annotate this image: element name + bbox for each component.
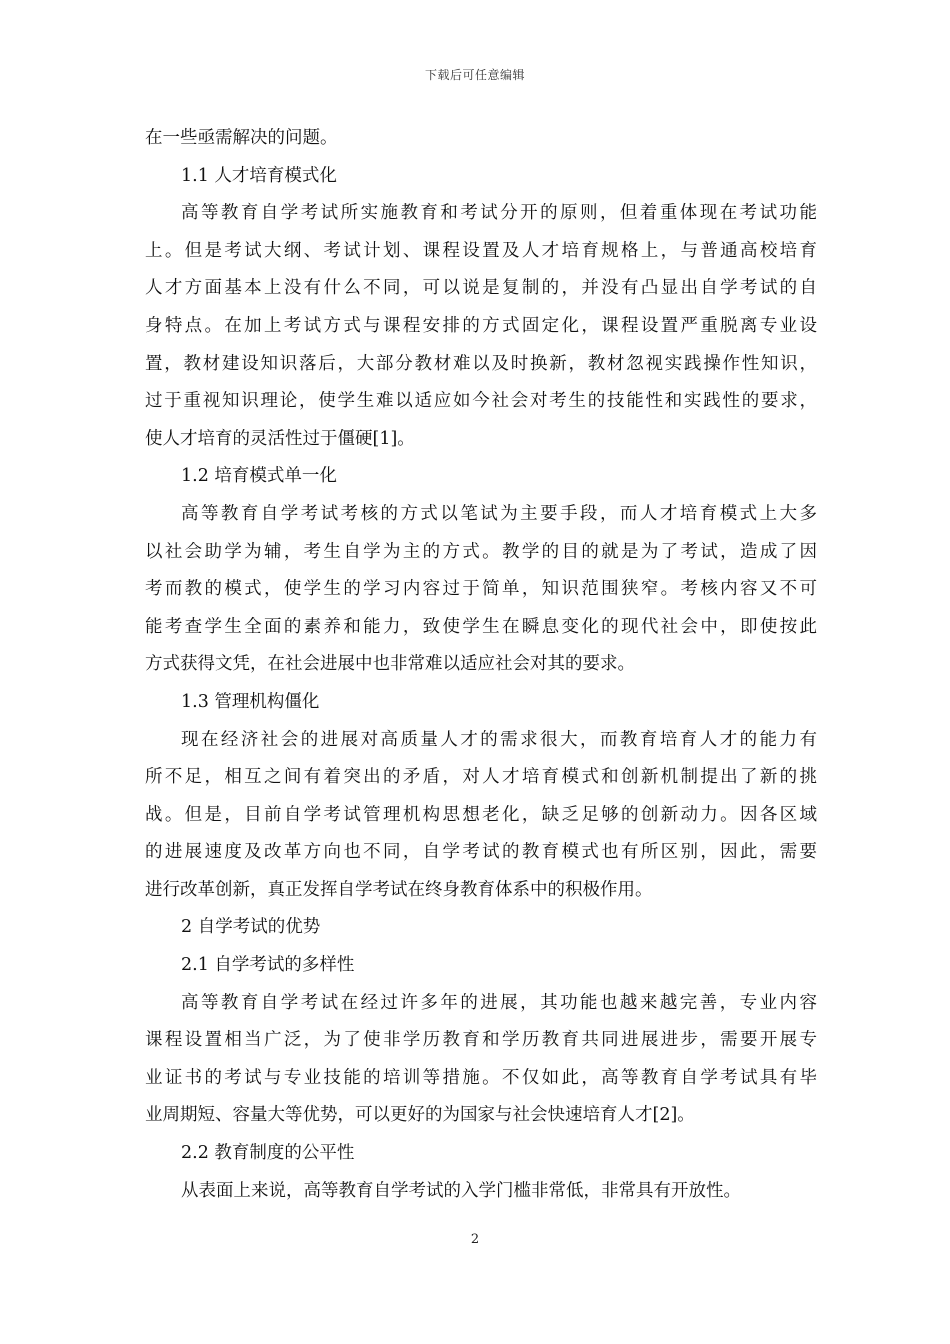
section-heading-2: 2 自学考试的优势 [181,917,321,938]
paragraph-line: 业证书的考试与专业技能的培训等措施。不仅如此，高等教育自学考试具有毕 [145,1067,817,1088]
paragraph-line: 身特点。在加上考试方式与课程安排的方式固定化，课程设置严重脱离专业设 [145,315,817,336]
paragraph-line: 方式获得文凭，在社会进展中也非常难以适应社会对其的要求。 [145,654,635,675]
paragraph-line: 使人才培育的灵活性过于僵硬[1]。 [145,428,415,449]
paragraph-line: 置，教材建设知识落后，大部分教材难以及时换新，教材忽视实践操作性知识， [145,353,817,374]
section-heading-2-2: 2.2 教育制度的公平性 [181,1143,355,1164]
paragraph-line: 从表面上来说，高等教育自学考试的入学门槛非常低，非常具有开放性。 [181,1180,741,1201]
section-heading-2-1: 2.1 自学考试的多样性 [181,955,355,976]
paragraph-line: 能考查学生全面的素养和能力，致使学生在瞬息变化的现代社会中，即使按此 [145,616,817,637]
paragraph-line: 高等教育自学考试在经过许多年的进展，其功能也越来越完善，专业内容 [181,992,817,1013]
paragraph-line: 所不足，相互之间有着突出的矛盾，对人才培育模式和创新机制提出了新的挑 [145,767,817,788]
paragraph-line: 以社会助学为辅，考生自学为主的方式。教学的目的就是为了考试，造成了因 [145,541,817,562]
paragraph-line: 高等教育自学考试所实施教育和考试分开的原则，但着重体现在考试功能 [181,203,817,224]
paragraph-line: 业周期短、容量大等优势，可以更好的为国家与社会快速培育人才[2]。 [145,1105,695,1126]
paragraph-line: 人才方面基本上没有什么不同，可以说是复制的，并没有凸显出自学考试的自 [145,278,817,299]
body-line: 在一些亟需解决的问题。 [145,128,338,148]
paragraph-line: 的进展速度及改革方向也不同，自学考试的教育模式也有所区别，因此，需要 [145,842,817,863]
page-header: 下载后可任意编辑 [424,68,525,82]
paragraph-line: 课程设置相当广泛，为了使非学历教育和学历教育共同进展进步，需要开展专 [145,1030,817,1051]
paragraph-line: 上。但是考试大纲、考试计划、课程设置及人才培育规格上，与普通高校培育 [145,240,817,261]
section-heading-1-1: 1.1 人才培育模式化 [181,165,337,186]
paragraph-line: 考而教的模式，使学生的学习内容过于简单，知识范围狭窄。考核内容又不可 [145,579,817,600]
section-heading-1-2: 1.2 培育模式单一化 [181,466,337,487]
paragraph-line: 现在经济社会的进展对高质量人才的需求很大，而教育培育人才的能力有 [181,729,817,750]
paragraph-line: 过于重视知识理论，使学生难以适应如今社会对考生的技能性和实践性的要求， [145,391,817,412]
document-body [145,120,817,1210]
paragraph-line: 进行改革创新，真正发挥自学考试在终身教育体系中的积极作用。 [145,879,653,900]
section-heading-1-3: 1.3 管理机构僵化 [181,691,320,712]
paragraph-line: 战。但是，目前自学考试管理机构思想老化，缺乏足够的创新动力。因各区域 [145,804,817,825]
page-number: 2 [470,1232,480,1247]
paragraph-line: 高等教育自学考试考核的方式以笔试为主要手段，而人才培育模式上大多 [181,503,817,524]
